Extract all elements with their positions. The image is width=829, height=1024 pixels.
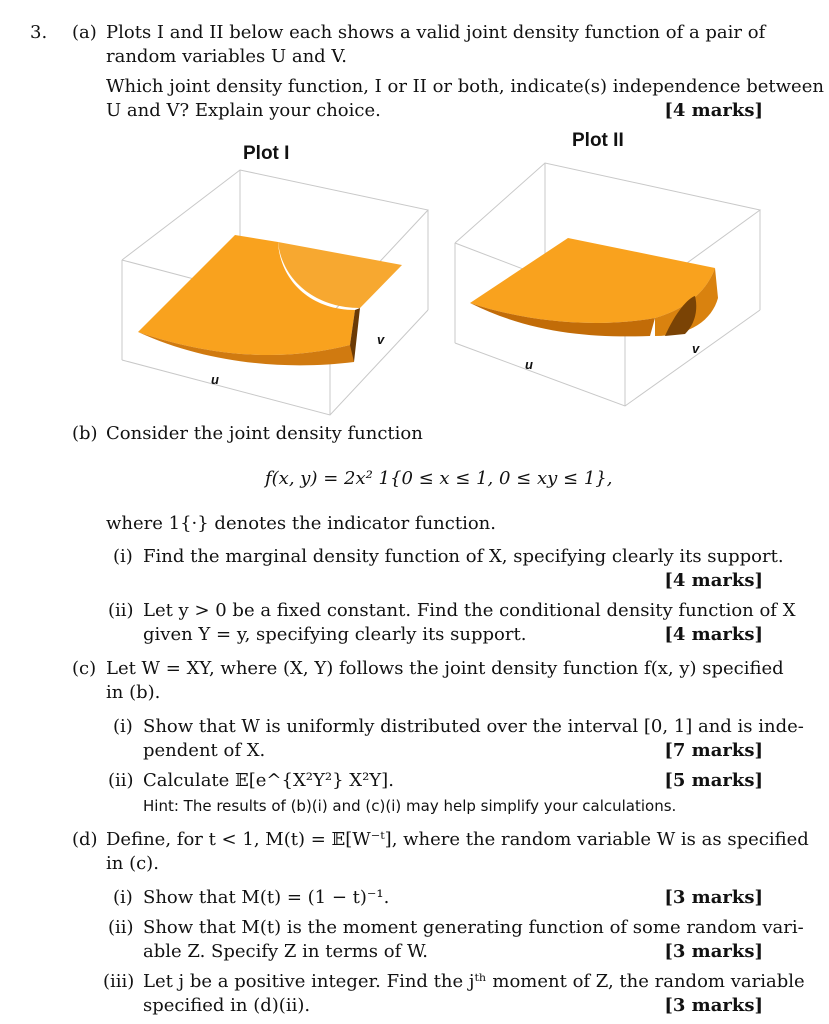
part-d-ii-line1: Show that M(t) is the moment generating function of some random vari- <box>143 917 804 938</box>
part-d-line2: in (c). <box>106 853 159 874</box>
part-b-i-text: Find the marginal density function of X, specifying clearly its support. <box>143 546 784 567</box>
part-d-ii-marks: [3 marks] <box>664 941 763 962</box>
part-c-i-line1: Show that W is uniformly distributed over the interval [0, 1] and is inde- <box>143 716 804 737</box>
plot1-axis-u: u <box>211 372 219 387</box>
part-c-hint: Hint: The results of (b)(i) and (c)(i) may help simplify your calculations. <box>143 797 677 815</box>
plot1-title: Plot I <box>243 143 290 164</box>
part-b-intro: Consider the joint density function <box>106 423 423 444</box>
part-b-i-marks: [4 marks] <box>664 570 763 591</box>
part-b-ii-line1: Let y > 0 be a fixed constant. Find the conditional density function of X <box>143 600 796 621</box>
part-d-iii-label: (iii) <box>103 971 135 992</box>
part-b-i-label: (i) <box>113 546 133 567</box>
part-b-ii-label: (ii) <box>108 600 134 621</box>
part-d-iii-line2: specified in (d)(ii). <box>143 995 311 1016</box>
part-b-ii-line2: given Y = y, specifying clearly its support. <box>143 624 527 645</box>
part-c-ii-label: (ii) <box>108 770 134 791</box>
part-d-ii-label: (ii) <box>108 917 134 938</box>
part-b-where: where 1{·} denotes the indicator function. <box>106 513 496 534</box>
part-c-i-line2: pendent of X. <box>143 740 266 761</box>
plot1-figure <box>110 160 430 420</box>
part-a-line1: Plots I and II below each shows a valid joint density function of a pair of <box>106 22 766 43</box>
part-d-label: (d) <box>72 829 98 850</box>
part-d-i-text: Show that M(t) = (1 − t)⁻¹. <box>143 887 390 908</box>
part-c-ii-marks: [5 marks] <box>664 770 763 791</box>
part-a-marks: [4 marks] <box>664 100 763 121</box>
part-d-i-label: (i) <box>113 887 133 908</box>
part-a-line2: random variables U and V. <box>106 46 347 67</box>
part-b-ii-marks: [4 marks] <box>664 624 763 645</box>
plot1-axis-v: v <box>377 332 385 347</box>
part-c-ii-text: Calculate 𝔼[e^{X²Y²} X²Y]. <box>143 770 394 791</box>
part-a-line3: Which joint density function, I or II or both, indicate(s) independence between <box>106 76 824 97</box>
plot2-figure <box>450 148 770 408</box>
part-b-formula: f(x, y) = 2x² 1{0 ≤ x ≤ 1, 0 ≤ xy ≤ 1}, <box>265 468 613 489</box>
part-d-i-marks: [3 marks] <box>664 887 763 908</box>
part-d-iii-line1: Let j be a positive integer. Find the jᵗʰ moment of Z, the random variable <box>143 971 805 992</box>
part-a-label: (a) <box>72 22 97 43</box>
plot2-title: Plot II <box>572 130 624 151</box>
part-c-i-label: (i) <box>113 716 133 737</box>
question-number: 3. <box>30 22 48 43</box>
part-c-label: (c) <box>72 658 97 679</box>
part-c-i-marks: [7 marks] <box>664 740 763 761</box>
part-b-label: (b) <box>72 423 98 444</box>
part-d-iii-marks: [3 marks] <box>664 995 763 1016</box>
part-d-ii-line2: able Z. Specify Z in terms of W. <box>143 941 429 962</box>
part-d-line1: Define, for t < 1, M(t) = 𝔼[W⁻ᵗ], where the random variable W is as specified <box>106 829 809 850</box>
plot2-axis-u: u <box>525 357 533 372</box>
part-c-line1: Let W = XY, where (X, Y) follows the joint density function f(x, y) specified <box>106 658 784 679</box>
plot2-axis-v: v <box>692 341 700 356</box>
part-c-line2: in (b). <box>106 682 161 703</box>
part-a-line4: U and V? Explain your choice. <box>106 100 381 121</box>
